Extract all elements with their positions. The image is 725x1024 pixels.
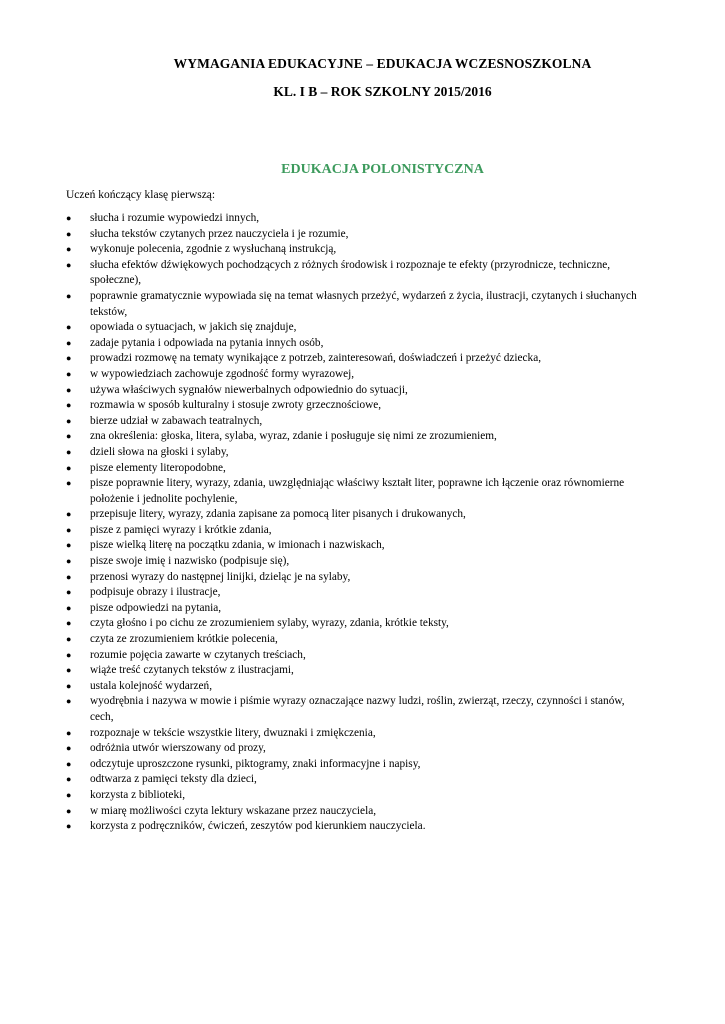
bullet-icon: ● <box>66 789 72 800</box>
list-item-text: czyta głośno i po cichu ze zrozumieniem sylaby, wyrazy, zdania, krótkie teksty, <box>90 617 449 630</box>
list-item-text: ustala kolejność wydarzeń, <box>90 679 213 692</box>
list-item <box>66 538 646 554</box>
list-item <box>66 757 646 773</box>
list-item-text: zadaje pytania i odpowiada na pytania innych osób, <box>90 336 324 349</box>
list-item-text: wyodrębnia i nazywa w mowie i piśmie wyrazy oznaczające nazwy ludzi, roślin, zwierząt, rzeczy, czynności i stanów, cech, <box>90 695 625 723</box>
bullet-icon: ● <box>66 244 72 255</box>
list-item <box>66 211 646 227</box>
list-item-text: pisze elementy literopodobne, <box>90 461 226 474</box>
list-item-text: rozpoznaje w tekście wszystkie litery, dwuznaki i zmiękczenia, <box>90 726 376 739</box>
bullet-icon: ● <box>66 649 72 660</box>
bullet-icon: ● <box>66 696 72 707</box>
list-item-text: odróżnia utwór wierszowany od prozy, <box>90 742 266 755</box>
bullet-icon: ● <box>66 540 72 551</box>
document-subtitle: KL. I B – ROK SZKOLNY 2015/2016 <box>273 84 492 99</box>
list-item <box>66 788 646 804</box>
list-item-text: prowadzi rozmowę na tematy wynikające z potrzeb, zainteresowań, doświadczeń i przeżyć dziecka, <box>90 352 542 365</box>
list-item <box>66 507 646 523</box>
list-item <box>66 398 646 414</box>
list-item-text: w miarę możliwości czyta lektury wskazane przez nauczyciela, <box>90 804 377 817</box>
bullet-icon: ● <box>66 602 72 613</box>
list-item <box>66 663 646 679</box>
list-item <box>66 258 646 289</box>
section-heading: EDUKACJA POLONISTYCZNA <box>281 162 484 177</box>
bullet-icon: ● <box>66 556 72 567</box>
list-item <box>66 383 646 399</box>
list-item <box>66 648 646 664</box>
list-item-text: używa właściwych sygnałów niewerbalnych odpowiednio do sytuacji, <box>90 383 408 396</box>
list-item-text: poprawnie gramatycznie wypowiada się na temat własnych przeżyć, wydarzeń z życia, ilustracji, czytanych i słuchanych tekstów, <box>90 289 637 318</box>
list-item <box>66 320 646 336</box>
list-item-text: wiąże treść czytanych tekstów z ilustracjami, <box>90 664 294 677</box>
list-item <box>66 367 646 383</box>
bullet-icon: ● <box>66 213 72 223</box>
list-item-text: słucha i rozumie wypowiedzi innych, <box>90 212 260 224</box>
bullet-icon: ● <box>66 368 72 379</box>
bullet-icon: ● <box>66 431 72 442</box>
list-item-text: odczytuje uproszczone rysunki, piktogramy, znaki informacyjne i napisy, <box>90 757 421 770</box>
list-item <box>66 351 646 367</box>
list-item <box>66 679 646 695</box>
list-item-text: rozmawia w sposób kulturalny i stosuje zwroty grzecznościowe, <box>90 399 382 412</box>
bullet-icon: ● <box>66 446 72 457</box>
list-item-text: pisze wielką literę na początku zdania, w imionach i nazwiskach, <box>90 539 385 552</box>
list-item-text: wykonuje polecenia, zgodnie z wysłuchaną instrukcją, <box>90 243 337 256</box>
bullet-icon: ● <box>66 478 72 489</box>
intro-text: Uczeń kończący klasę pierwszą: <box>66 189 216 201</box>
list-item <box>66 554 646 570</box>
bullet-icon: ● <box>66 462 72 473</box>
list-item <box>66 445 646 461</box>
list-item-text: korzysta z podręczników, ćwiczeń, zeszytów pod kierunkiem nauczyciela. <box>90 820 426 833</box>
list-item <box>66 414 646 430</box>
bullet-icon: ● <box>66 337 72 348</box>
bullet-icon: ● <box>66 805 72 816</box>
list-item <box>66 772 646 788</box>
list-item-text: rozumie pojęcia zawarte w czytanych treściach, <box>90 648 306 661</box>
bullet-icon: ● <box>66 322 72 333</box>
list-item <box>66 476 646 507</box>
list-item-text: słucha tekstów czytanych przez nauczyciela i je rozumie, <box>90 227 349 240</box>
list-item-text: pisze swoje imię i nazwisko (podpisuje się), <box>90 555 290 568</box>
list-item-text: przepisuje litery, wyrazy, zdania zapisane za pomocą liter pisanych i drukowanych, <box>90 508 466 521</box>
list-item <box>66 289 646 320</box>
bullet-icon: ● <box>66 774 72 785</box>
list-item-text: korzysta z biblioteki, <box>90 788 186 801</box>
list-item <box>66 523 646 539</box>
list-item-text: opowiada o sytuacjach, w jakich się znajduje, <box>90 321 297 334</box>
requirements-list <box>66 211 646 835</box>
list-item-text: dzieli słowa na głoski i sylaby, <box>90 445 229 458</box>
bullet-icon: ● <box>66 743 72 754</box>
list-item-text: pisze poprawnie litery, wyrazy, zdania, uwzględniając właściwy kształt liter, poprawne ich łączenie oraz równomierne położenie i jednolite pochylenie, <box>90 477 625 505</box>
bullet-icon: ● <box>66 228 72 239</box>
list-item <box>66 570 646 586</box>
bullet-icon: ● <box>66 821 72 832</box>
list-item <box>66 819 646 835</box>
list-item-text: odtwarza z pamięci teksty dla dzieci, <box>90 773 257 786</box>
bullet-icon: ● <box>66 618 72 629</box>
list-item <box>66 336 646 352</box>
list-item-text: bierze udział w zabawach teatralnych, <box>90 414 263 427</box>
bullet-icon: ● <box>66 509 72 520</box>
list-item-text: podpisuje obrazy i ilustracje, <box>90 586 221 599</box>
list-item <box>66 585 646 601</box>
list-item <box>66 227 646 243</box>
list-item-text: w wypowiedziach zachowuje zgodność formy wyrazowej, <box>90 367 355 380</box>
bullet-icon: ● <box>66 634 72 645</box>
bullet-icon: ● <box>66 571 72 582</box>
list-item <box>66 429 646 445</box>
list-item-text: pisze z pamięci wyrazy i krótkie zdania, <box>90 523 272 536</box>
bullet-icon: ● <box>66 400 72 411</box>
bullet-icon: ● <box>66 415 72 426</box>
bullet-icon: ● <box>66 727 72 738</box>
list-item-text: czyta ze zrozumieniem krótkie polecenia, <box>90 633 278 646</box>
list-item <box>66 616 646 632</box>
bullet-icon: ● <box>66 758 72 769</box>
list-item-text: słucha efektów dźwiękowych pochodzących z różnych środowisk i rozpoznaje te efekty (przyrodnicze, techniczne, społeczne), <box>90 258 611 287</box>
list-item <box>66 632 646 648</box>
list-item-text: zna określenia: głoska, litera, sylaba, wyraz, zdanie i posługuje się nimi ze zrozumieniem, <box>90 430 497 443</box>
bullet-icon: ● <box>66 259 72 270</box>
list-item <box>66 242 646 258</box>
bullet-icon: ● <box>66 680 72 691</box>
bullet-icon: ● <box>66 587 72 598</box>
list-item <box>66 726 646 742</box>
bullet-icon: ● <box>66 290 72 301</box>
list-item <box>66 601 646 617</box>
list-item <box>66 804 646 820</box>
list-item <box>66 694 646 725</box>
list-item-text: przenosi wyrazy do następnej linijki, dzieląc je na sylaby, <box>90 570 351 583</box>
list-item-text: pisze odpowiedzi na pytania, <box>90 601 222 614</box>
bullet-icon: ● <box>66 384 72 395</box>
bullet-icon: ● <box>66 524 72 535</box>
bullet-icon: ● <box>66 353 72 364</box>
bullet-icon: ● <box>66 665 72 676</box>
document-title: WYMAGANIA EDUKACYJNE – EDUKACJA WCZESNOSZKOLNA <box>173 56 592 71</box>
list-item <box>66 741 646 757</box>
list-item <box>66 461 646 477</box>
